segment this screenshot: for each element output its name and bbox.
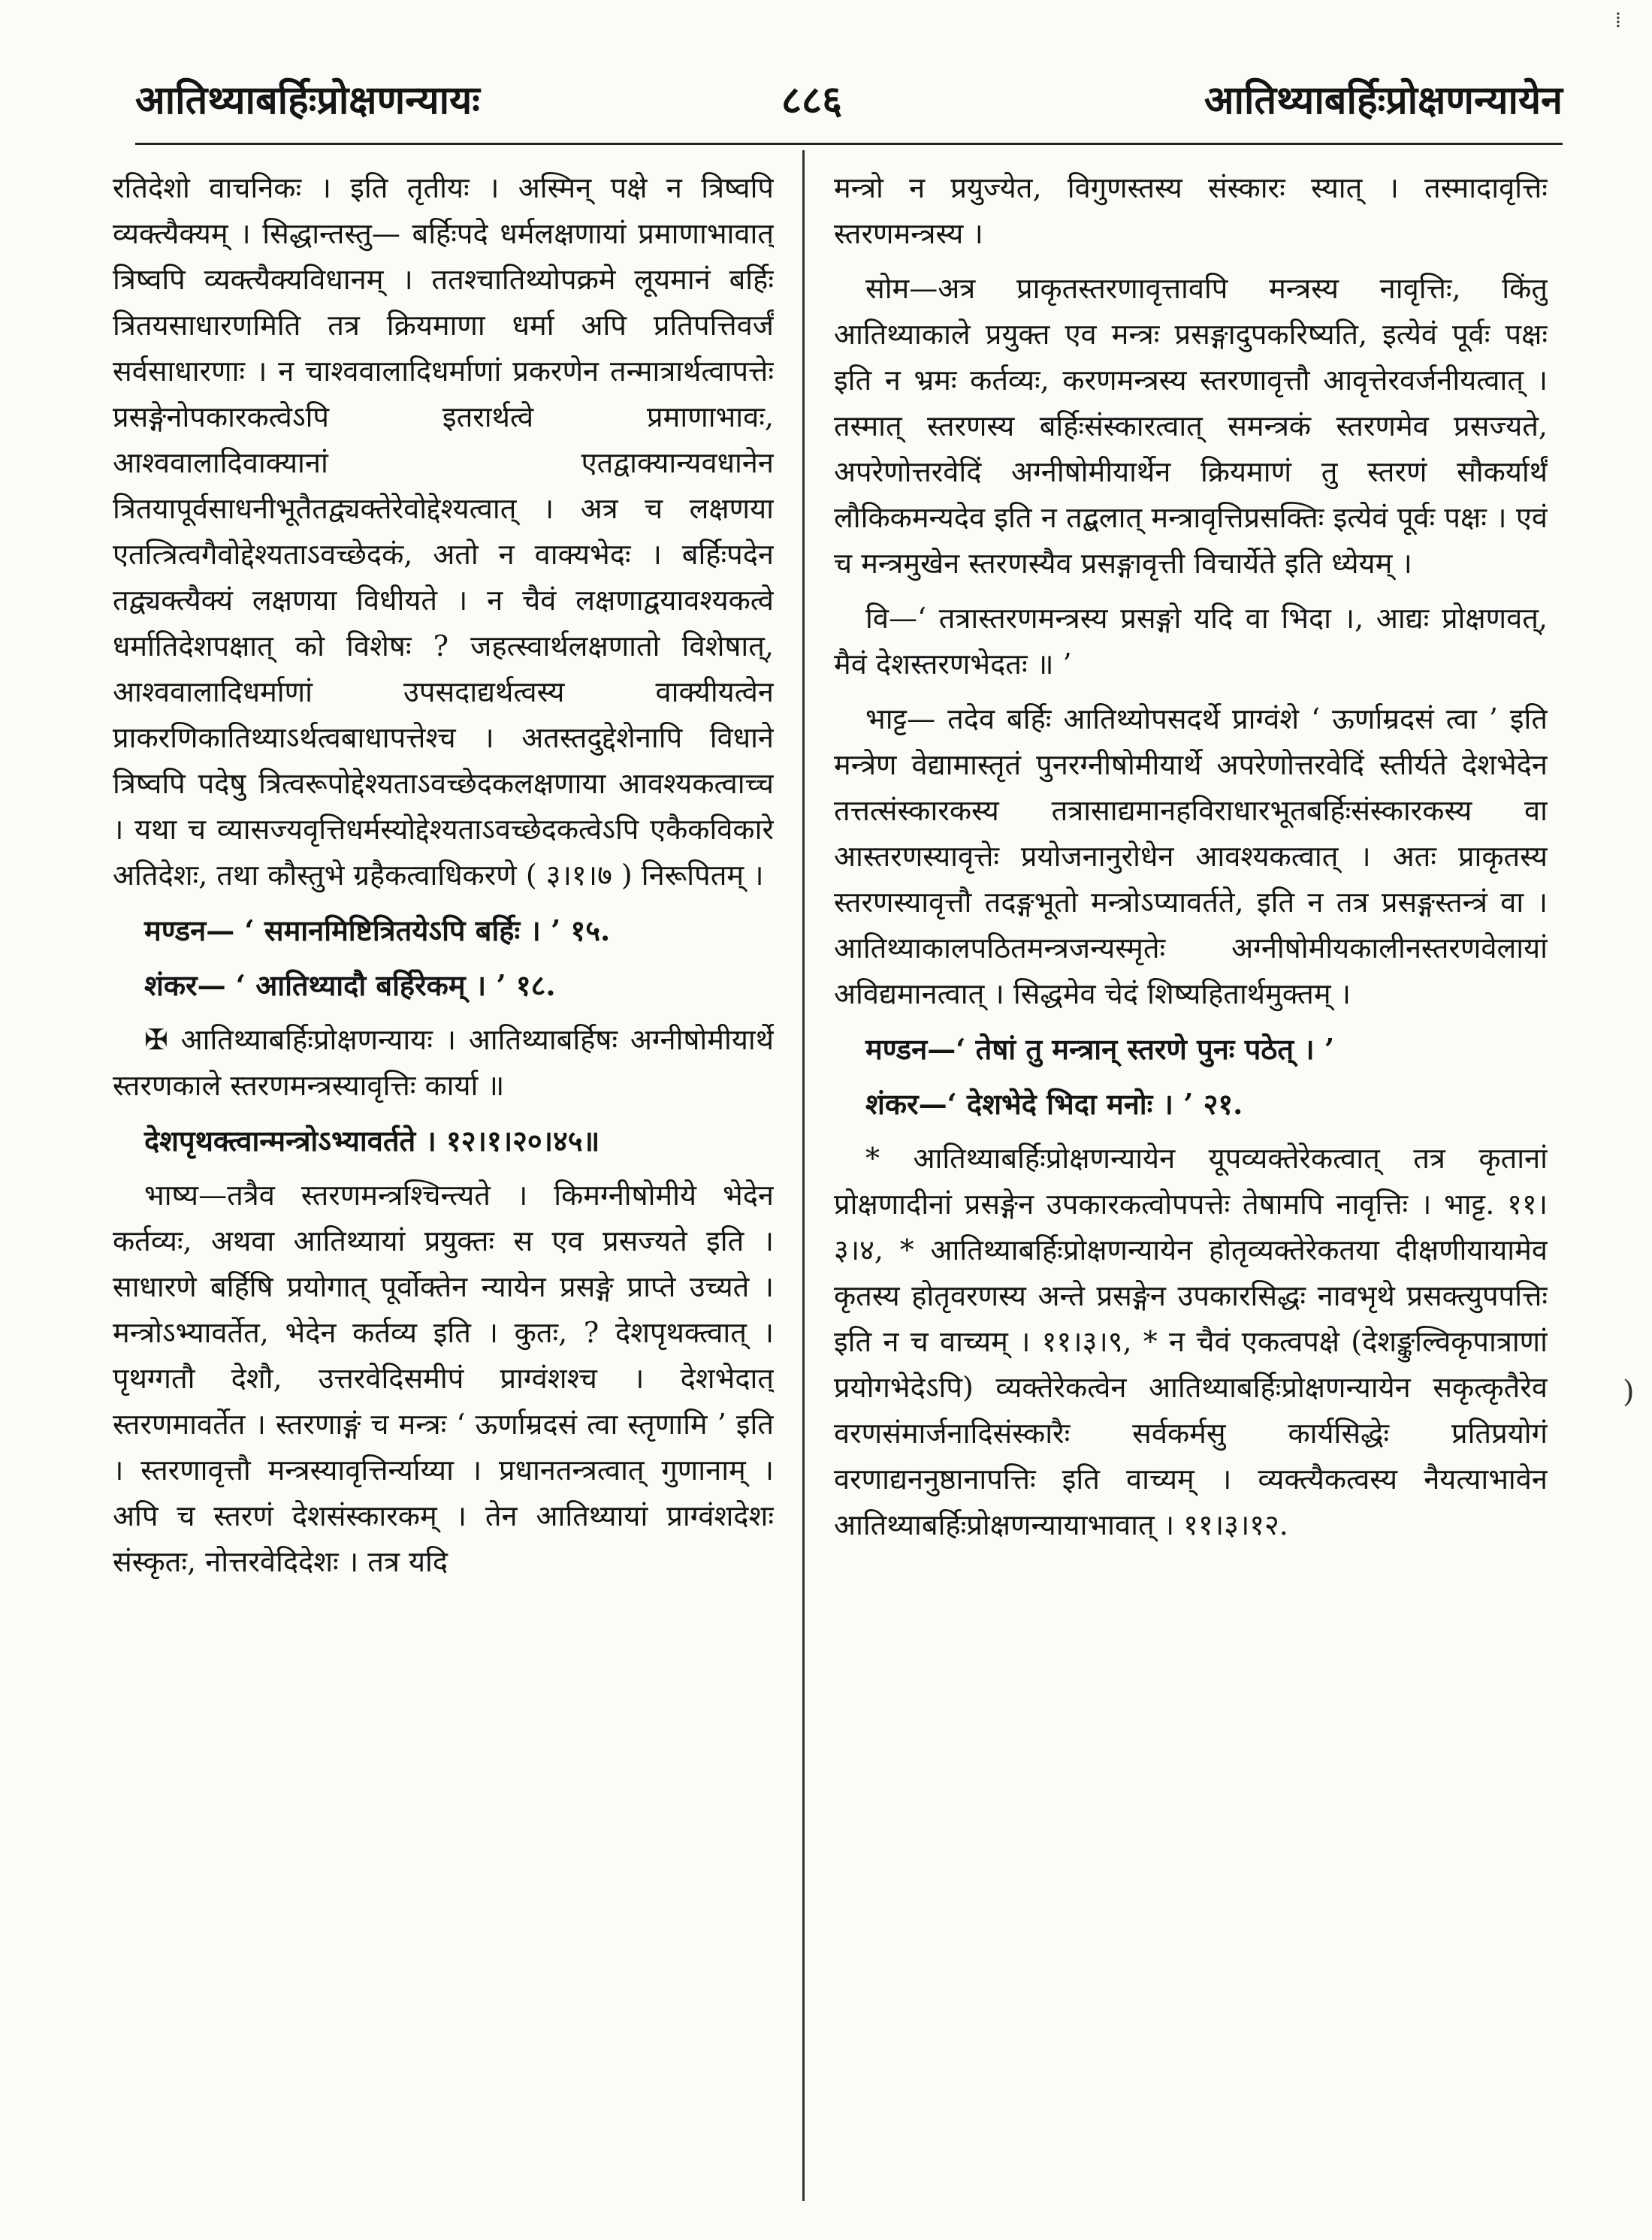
running-header xyxy=(135,72,1563,132)
right-paragraph: वि—‘ तत्रास्तरणमन्त्रस्य प्रसङ्गो यदि वा भिदा ।, आद्यः प्रोक्षणवत्, मैवं देशस्तरणभेदतः ॥ ’ xyxy=(834,602,1548,681)
right-paragraph: मन्त्रो न प्रयुज्येत, विगुणस्तस्य संस्कारः स्यात् । तस्मादावृत्तिः स्तरणमन्त्रस्य । xyxy=(834,171,1548,250)
left-paragraph: भाष्य—तत्रैव स्तरणमन्त्रश्चिन्त्यते । किमग्नीषोमीये भेदेन कर्तव्यः, अथवा आतिथ्यायां प्रयुक्तः स एव प्रसज्यते इति । साधारणे बर्हिषि प्रयोगात् पूर्वोक्तेन न्यायेन प्रसङ्गे प्राप्ते उच्यते । मन्त्रोऽभ्यावर्तेत, भेदेन कर्तव्य इति । कुतः, ? देशपृथक्त्वात् । पृथग्गतौ देशौ, उत्तरवेदिसमीपं प्राग्वंशश्च । देशभेदात् स्तरणमावर्तेत । स्तरणाङ्गं च मन्त्रः ‘ ऊर्णाम्रदसं त्वा स्तृणामि ’ इति । स्तरणावृत्तौ मन्त्रस्यावृत्तिर्न्याय्या । प्रधानतन्त्रत्वात् गुणानाम् । अपि च स्तरणं देशसंस्कारकम् । तेन आतिथ्यायां प्राग्वंशदेशः संस्कृतः, नोत्तरवेदिदेशः । तत्र यदि xyxy=(113,1179,774,1578)
right-paragraph: सोम—अत्र प्राकृतस्तरणावृत्तावपि मन्त्रस्य नावृत्तिः, किंतु आतिथ्याकाले प्रयुक्त एव मन्त्रः प्रसङ्गादुपकरिष्यति, इत्येवं पूर्वः पक्षः इति न भ्रमः कर्तव्यः, करणमन्त्रस्य स्तरणावृत्तौ आवृत्तेरवर्जनीयत्वात् । तस्मात् स्तरणस्य बर्हिःसंस्कारत्वात् समन्त्रकं स्तरणमेव प्रसज्यते, अपरेणोत्तरवेदिं अग्नीषोमीयार्थेन क्रियमाणं तु स्तरणं सौकर्यार्थं लौकिकमन्यदेव इति न तद्बलात् मन्त्रावृत्तिप्रसक्तिः इत्येवं पूर्वः पक्षः । एवं च मन्त्रमुखेन स्तरणस्यैव प्रसङ्गावृत्ती विचार्येते इति ध्येयम् । xyxy=(834,272,1548,580)
header-rule xyxy=(135,143,1563,145)
right-column xyxy=(834,165,1548,2193)
left-paragraph: मण्डन— ‘ समानमिष्टित्रितयेऽपि बर्हिः । ’ १५. xyxy=(144,913,611,947)
right-paragraph: भाट्ट— तदेव बर्हिः आतिथ्योपसदर्थे प्राग्वंशे ‘ ऊर्णाम्रदसं त्वा ’ इति मन्त्रेण वेद्यामास्तृतं पुनरग्नीषोमीयार्थे अपरेणोत्तरवेदिं स्तीर्यते देशभेदेन तत्तत्संस्कारकस्य तत्रासाद्यमानहविराधारभूतबर्हिःसंस्कारकस्य वा आस्तरणस्यावृत्तेः प्रयोजनानुरोधेन आवश्यकत्वात् । अतः प्राकृतस्य स्तरणस्यावृत्तौ तदङ्गभूतो मन्त्रोऽप्यावर्तते, इति न तत्र प्रसङ्गस्तन्त्रं वा । आतिथ्याकालपठितमन्त्रजन्यस्मृतेः अग्नीषोमीयकालीनस्तरणवेलायां अविद्यमानत्वात् । सिद्धमेव चेदं शिष्यहितार्थमुक्तम् । xyxy=(834,702,1548,1010)
left-paragraph: शंकर— ‘ आतिथ्यादौ बर्हिरेकम् । ’ १८. xyxy=(144,968,556,1002)
margin-mark: ) xyxy=(1623,1375,1635,1409)
corner-mark: ⁞ xyxy=(1615,8,1621,32)
right-paragraph: * आतिथ्याबर्हिःप्रोक्षणन्यायेन यूपव्यक्तेरेकत्वात् तत्र कृतानां प्रोक्षणादीनां प्रसङ्गेन उपकारकत्वोपपत्तेः तेषामपि नावृत्तिः । भाट्ट. ११।३।४, * आतिथ्याबर्हिःप्रोक्षणन्यायेन होतृव्यक्तेरेकतया दीक्षणीयायामेव कृतस्य होतृवरणस्य अन्ते प्रसङ्गेन उपकारसिद्धः नावभृथे प्रसक्त्युपपत्तिः इति न च वाच्यम् । ११।३।९, * न चैवं एकत्वपक्षे (देशङ्कुल्विकृपात्राणां प्रयोगभेदेऽपि) व्यक्तेरेकत्वेन आतिथ्याबर्हिःप्रोक्षणन्यायेन सकृत्कृतैरेव वरणसंमार्जनादिसंस्कारैः सर्वकर्मसु कार्यसिद्धेः प्रतिप्रयोगं वरणाद्यननुष्ठानापत्तिः इति वाच्यम् । व्यक्त्यैकत्वस्य नैयत्याभावेन आतिथ्याबर्हिःप्रोक्षणन्यायाभावात् । ११।३।१२. xyxy=(834,1142,1548,1541)
right-paragraph: मण्डन—‘ तेषां तु मन्त्रान् स्तरणे पुनः पठेत् । ’ xyxy=(865,1032,1335,1066)
left-paragraph: ✠ आतिथ्याबर्हिःप्रोक्षणन्यायः । आतिथ्याबर्हिषः अग्नीषोमीयार्थे स्तरणकाले स्तरणमन्त्रस्यावृत्तिः कार्या ॥ xyxy=(113,1023,774,1102)
page-number: ८८६ xyxy=(781,77,843,123)
column-divider xyxy=(802,150,805,2201)
right-paragraph: शंकर—‘ देशभेदे भिदा मनोः । ’ २१. xyxy=(865,1087,1243,1121)
header-right-title: आतिथ्याबर्हिःप्रोक्षणन्यायेन xyxy=(1204,77,1563,123)
left-paragraph: रतिदेशो वाचनिकः । इति तृतीयः । अस्मिन् पक्षे न त्रिष्वपि व्यक्त्यैक्यम् । सिद्धान्तस्तु— बर्हिःपदे धर्मलक्षणायां प्रमाणाभावात् त्रिष्वपि व्यक्त्यैक्यविधानम् । ततश्चातिथ्योपक्रमे लूयमानं बर्हिः त्रितयसाधारणमिति तत्र क्रियमाणा धर्मा अपि प्रतिपत्तिवर्जं सर्वसाधारणाः । न चाश्ववालादिधर्माणां प्रकरणेन तन्मात्रार्थत्वापत्तेः प्रसङ्गेनोपकारकत्वेऽपि इतरार्थत्वे प्रमाणाभावः, आश्ववालादिवाक्यानां एतद्वाक्यान्यवधानेन त्रितयापूर्वसाधनीभूतैतद्व्यक्तेरेवोद्देश्यत्वात् । अत्र च लक्षणया एतत्त्रित्वगैवोद्देश्यताऽवच्छेदकं, अतो न वाक्यभेदः । बर्हिःपदेन तद्व्यक्त्यैक्यं लक्षणया विधीयते । न चैवं लक्षणाद्वयावश्यकत्वे धर्मातिदेशपक्षात् को विशेषः ? जहत्स्वार्थलक्षणातो विशेषात्, आश्ववालादिधर्माणां उपसदाद्यर्थत्वस्य वाक्यीयत्वेन प्राकरणिकातिथ्याऽर्थत्वबाधापत्तेश्च । अतस्तदुद्देशेनापि विधाने त्रिष्वपि पदेषु त्रित्वरूपोद्देश्यताऽवच्छेदकलक्षणाया आवश्यकत्वाच्च । यथा च व्यासज्यवृत्तिधर्मस्योद्देश्यताऽवच्छेदकत्वेऽपि एकैकविकारे अतिदेशः, तथा कौस्तुभे ग्रहैकत्वाधिकरणे ( ३।१।७ ) निरूपितम् । xyxy=(113,171,774,892)
left-paragraph: देशपृथक्त्वान्मन्त्रोऽभ्यावर्तते । १२।१।२०।४५॥ xyxy=(144,1124,600,1158)
left-column xyxy=(113,165,774,2193)
header-left-title: आतिथ्याबर्हिःप्रोक्षणन्यायः xyxy=(135,77,480,123)
